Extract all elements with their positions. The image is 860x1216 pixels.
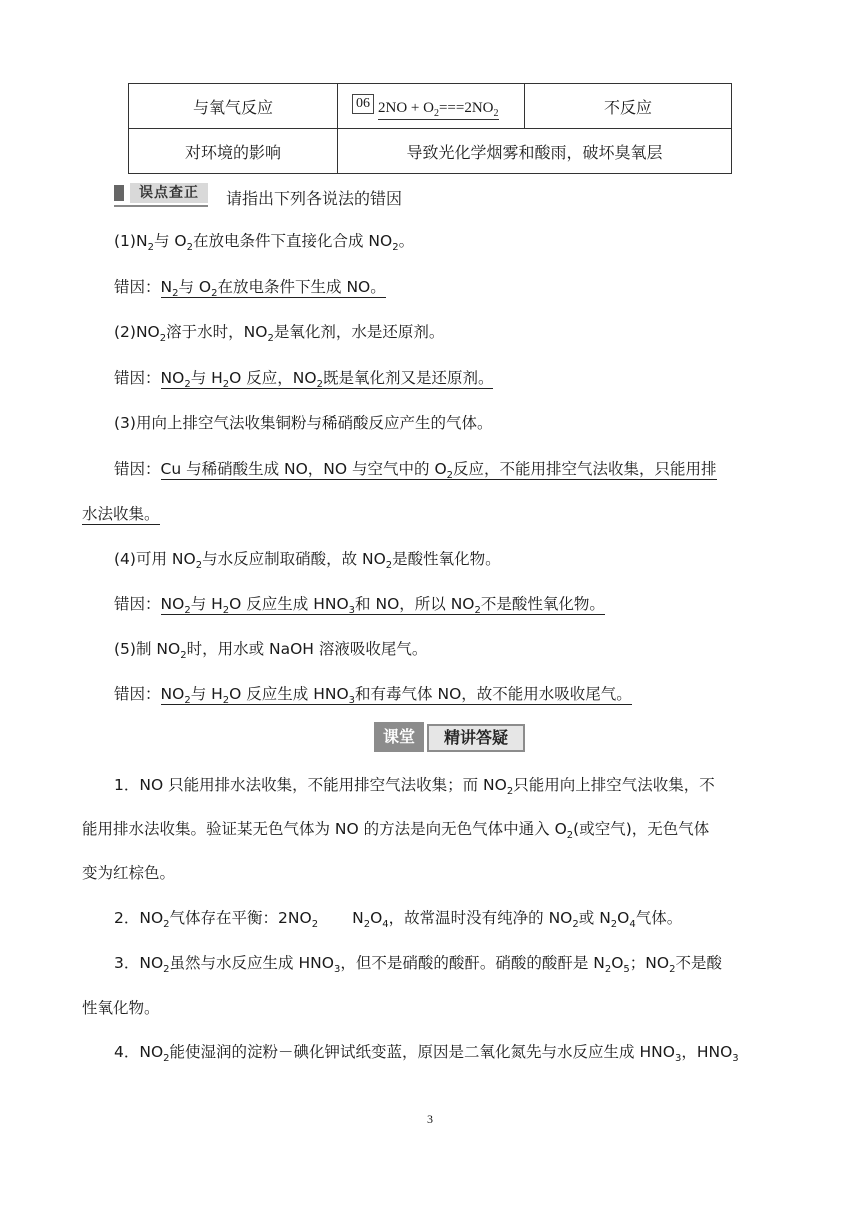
blank-number: 06: [352, 94, 374, 114]
question-1: $(1)N_2$与 $O_2$在放电条件下直接化合成 $NO_2$。: [114, 232, 415, 254]
question-5: (5)制 $NO_2$时，用水或 NaOH 溶液吸收尾气。: [114, 640, 428, 662]
point-3-line-2: 性氧化物。: [82, 999, 160, 1017]
answer-3-cont: 水法收集。: [82, 505, 160, 523]
answer-2: 错因：$NO_2$与 $H_2O$ 反应，$NO_2$既是氧化剂又是还原剂。: [114, 369, 494, 391]
table-cell: 对环境的影响: [129, 129, 338, 174]
banner-right: 精讲答疑: [427, 724, 525, 752]
answer-5: 错因：$NO_2$与 $H_2O$ 反应生成 $HNO_3$和有毒气体 NO，故不能用水吸收尾气。: [114, 685, 632, 707]
point-2: 2．$NO_2$气体存在平衡：$2NO_2$ $N_2O_4$，故常温时没有纯净的 $NO_2$或 $N_2O_4$气体。: [114, 909, 683, 931]
page-number: 3: [427, 1112, 433, 1126]
tag-bar: [114, 185, 124, 201]
banner-left: 课堂: [374, 722, 424, 752]
section-tag: [114, 181, 208, 207]
answer-4: 错因：$NO_2$与 $H_2O$ 反应生成 $HNO_3$和 NO，所以 $NO_2$不是酸性氧化物。: [114, 595, 605, 617]
answer-3: 错因：Cu 与稀硝酸生成 NO，NO 与空气中的 $O_2$反应，不能用排空气法收集，只能用排: [114, 460, 717, 482]
table-cell: 不反应: [525, 84, 732, 129]
question-4: (4)可用 $NO_2$与水反应制取硝酸，故 $NO_2$是酸性氧化物。: [114, 550, 501, 572]
reaction-equation: $2NO + O_2===2NO_2$: [378, 100, 499, 119]
point-1-line-2: 能用排水法收集。验证某无色气体为 NO 的方法是向无色气体中通入 $O_2$(或空气)，无色气体: [82, 820, 710, 842]
point-1-line-1: 1．NO 只能用排水法收集，不能用排空气法收集；而 $NO_2$只能用向上排空气法收集，不: [114, 776, 715, 798]
properties-table: [128, 83, 732, 174]
table-cell: 导致光化学烟雾和酸雨，破坏臭氧层: [338, 129, 732, 174]
tag-label: 误点查正: [130, 183, 208, 203]
question-3: (3)用向上排空气法收集铜粉与稀硝酸反应产生的气体。: [114, 414, 493, 432]
point-3-line-1: 3．$NO_2$虽然与水反应生成 $HNO_3$，但不是硝酸的酸酐。硝酸的酸酐是 $N_2O_5$；$NO_2$不是酸: [114, 954, 722, 976]
answer-1: 错因：$N_2$与 $O_2$在放电条件下生成 NO。: [114, 278, 386, 300]
question-2: $(2)NO_2$溶于水时，$NO_2$是氧化剂，水是还原剂。: [114, 323, 445, 345]
point-1-line-3: 变为红棕色。: [82, 864, 176, 882]
point-4: 4．$NO_2$能使湿润的淀粉－碘化钾试纸变蓝，原因是二氧化氮先与水反应生成 $HNO_3$，$HNO_3$: [114, 1043, 739, 1065]
table-row: [129, 84, 732, 129]
table-cell: 与氧气反应: [129, 84, 338, 129]
section-instruction: 请指出下列各说法的错因: [226, 189, 403, 208]
table-row: [129, 129, 732, 174]
table-cell: [338, 84, 525, 129]
